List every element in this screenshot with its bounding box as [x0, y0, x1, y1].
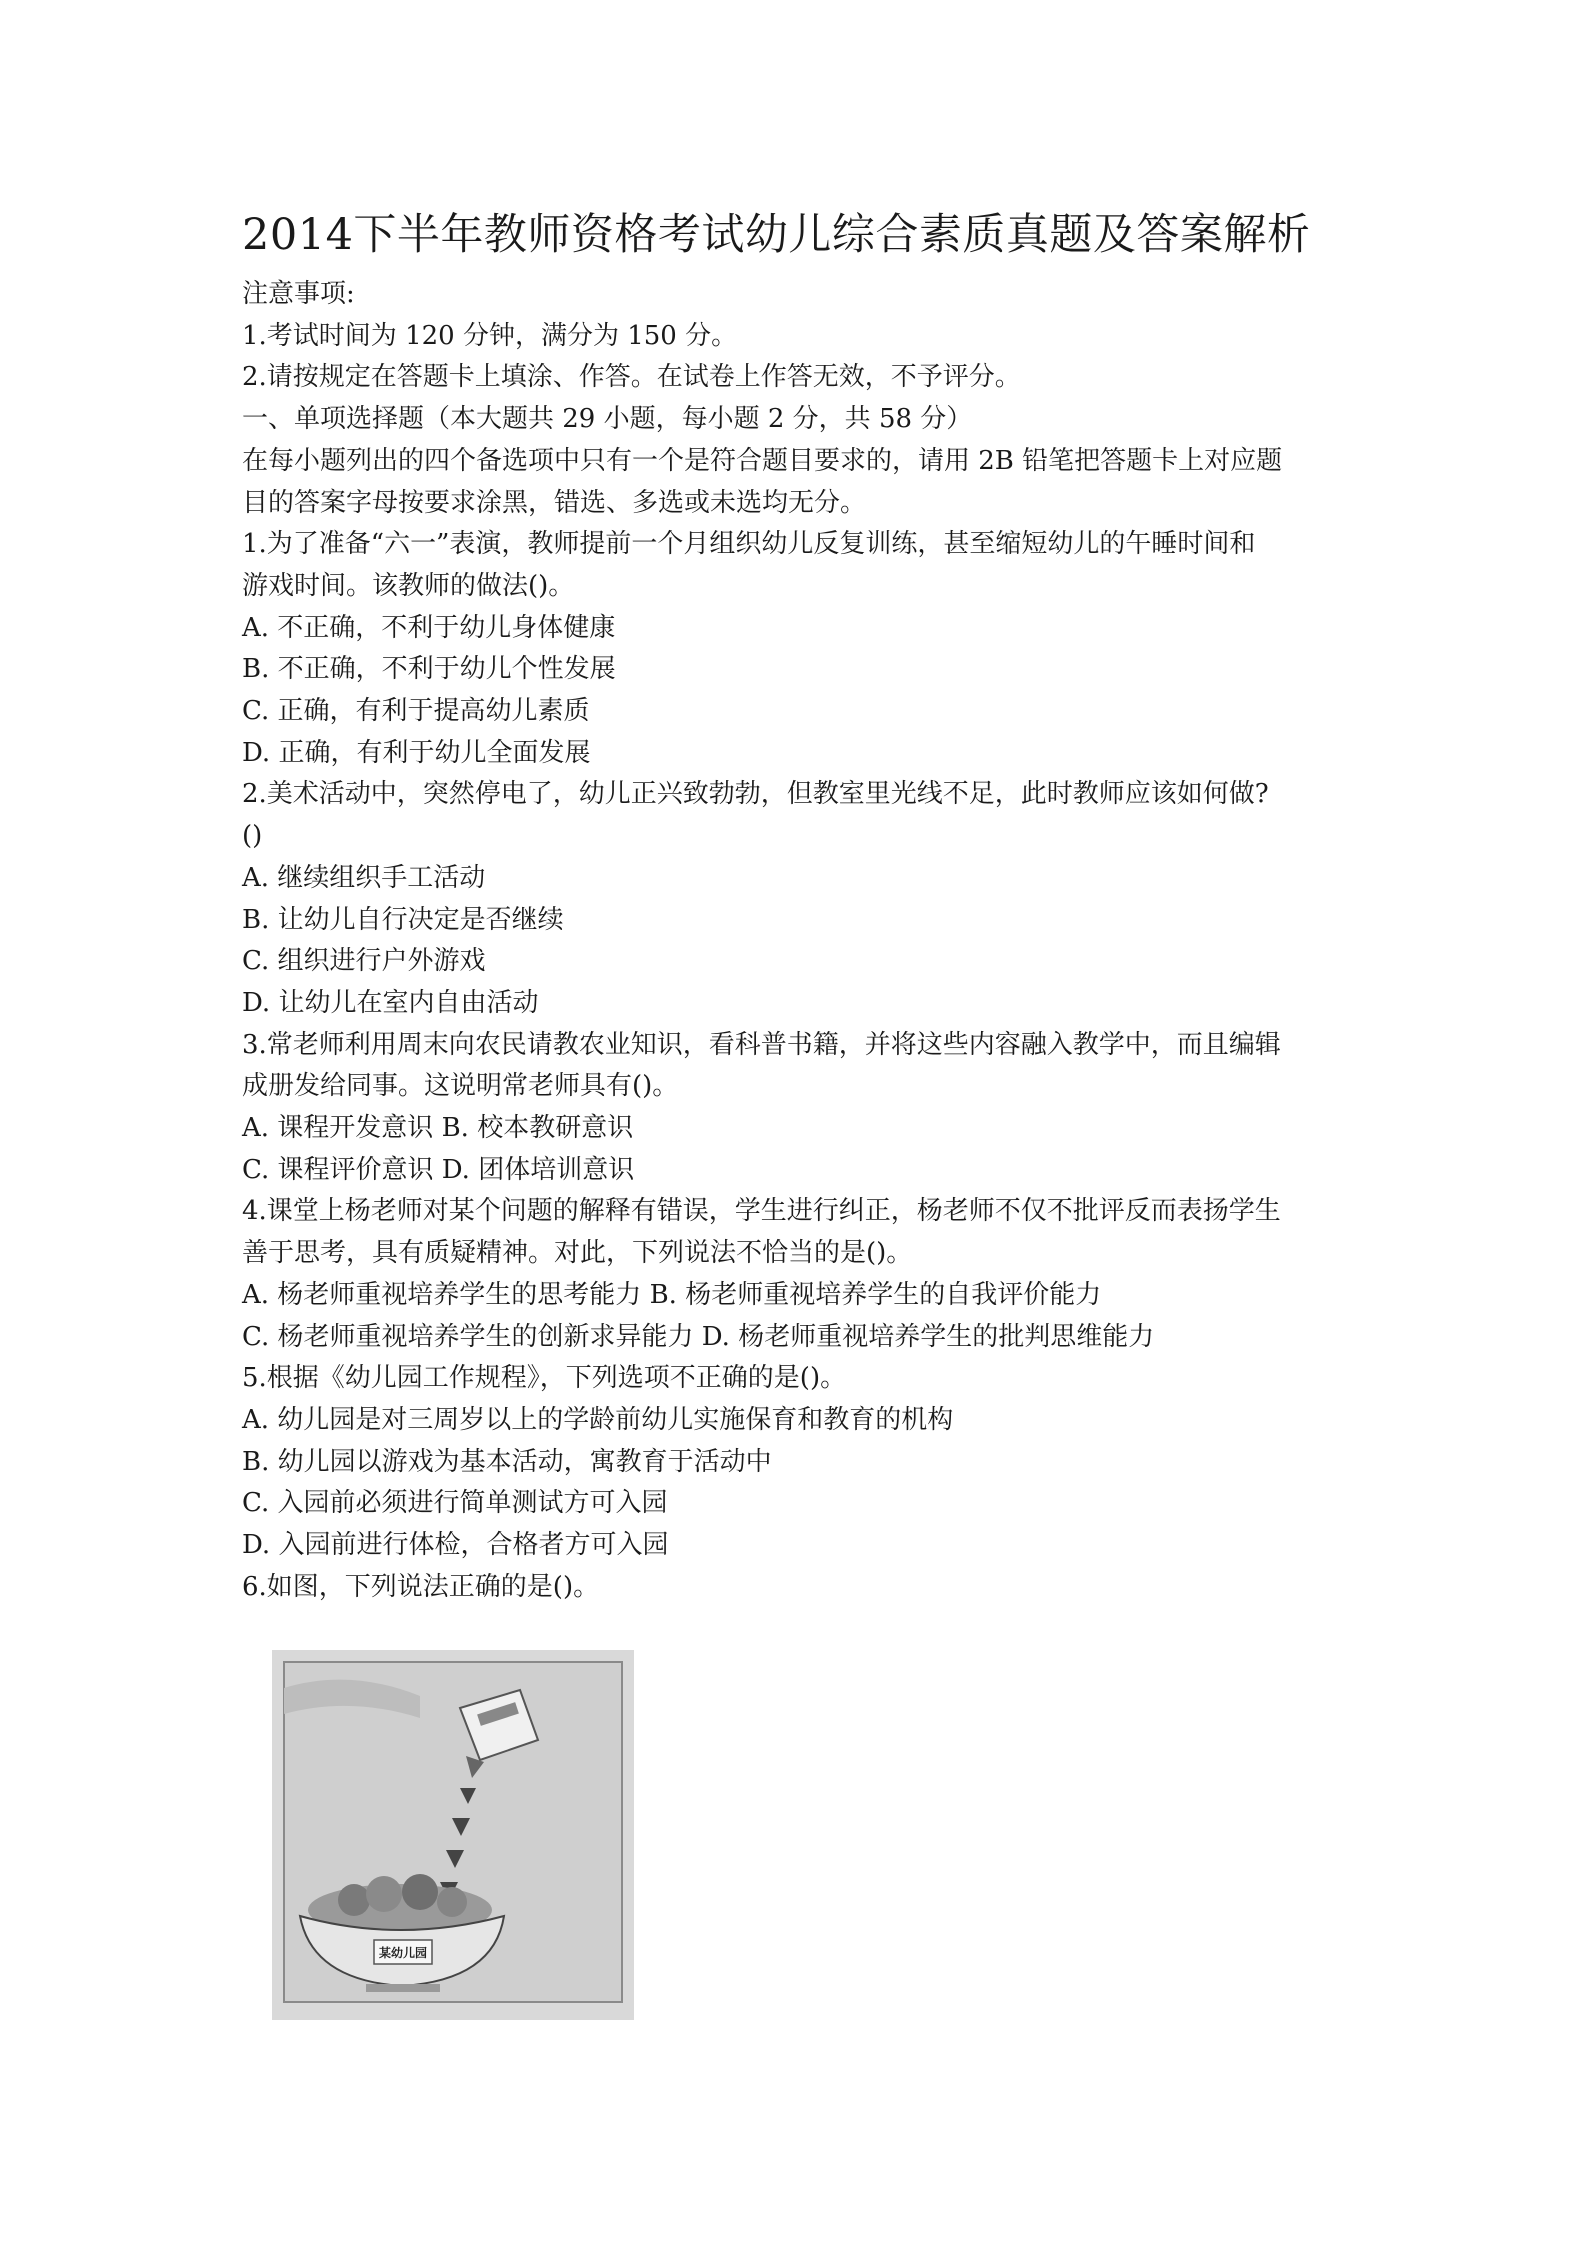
document-line: 3.常老师利用周末向农民请教农业知识，看科普书籍，并将这些内容融入教学中，而且编辑 [242, 1029, 1281, 1060]
document-line: 4.课堂上杨老师对某个问题的解释有错误，学生进行纠正，杨老师不仅不批评反而表扬学生 [242, 1196, 1281, 1227]
document-line: A. 继续组织手工活动 [242, 862, 486, 893]
document-line: 善于思考，具有质疑精神。对此，下列说法不恰当的是()。 [242, 1238, 913, 1269]
document-body [242, 274, 1362, 1609]
document-line: C. 杨老师重视培养学生的创新求异能力 D. 杨老师重视培养学生的批判思维能力 [242, 1321, 1155, 1352]
bowl-label: 某幼儿园 [378, 1946, 428, 1960]
document-line: D. 让幼儿在室内自由活动 [242, 987, 539, 1018]
document-line: B. 不正确，不利于幼儿个性发展 [242, 654, 616, 685]
document-line: 2.请按规定在答题卡上填涂、作答。在试卷上作答无效，不予评分。 [242, 362, 1021, 393]
document-title: 2014下半年教师资格考试幼儿综合素质真题及答案解析 [242, 210, 1311, 260]
question-6-figure [270, 1648, 636, 2022]
document-page [242, 200, 1362, 1609]
document-line: 一、单项选择题（本大题共 29 小题，每小题 2 分，共 58 分） [242, 404, 973, 435]
document-line: 游戏时间。该教师的做法()。 [242, 570, 575, 601]
document-line: A. 杨老师重视培养学生的思考能力 B. 杨老师重视培养学生的自我评价能力 [242, 1279, 1102, 1310]
document-line: A. 幼儿园是对三周岁以上的学龄前幼儿实施保育和教育的机构 [242, 1404, 954, 1435]
document-line: 注意事项: [242, 279, 355, 309]
document-line: C. 入园前必须进行简单测试方可入园 [242, 1488, 668, 1519]
document-line: B. 幼儿园以游戏为基本活动，寓教育于活动中 [242, 1446, 772, 1477]
document-line: 目的答案字母按要求涂黑，错选、多选或未选均无分。 [242, 487, 867, 518]
document-line: 成册发给同事。这说明常老师具有()。 [242, 1071, 679, 1102]
document-line: A. 不正确，不利于幼儿身体健康 [242, 612, 616, 643]
document-line: B. 让幼儿自行决定是否继续 [242, 904, 564, 935]
document-line: 2.美术活动中，突然停电了，幼儿正兴致勃勃，但教室里光线不足，此时教师应该如何做? [242, 779, 1269, 810]
document-line: C. 组织进行户外游戏 [242, 946, 486, 977]
document-line: 1.为了准备“六一”表演，教师提前一个月组织幼儿反复训练，甚至缩短幼儿的午睡时间和 [242, 529, 1256, 560]
document-line: A. 课程开发意识 B. 校本教研意识 [242, 1113, 634, 1144]
document-line: () [242, 821, 263, 852]
document-line: C. 正确，有利于提高幼儿素质 [242, 696, 590, 727]
document-line: 5.根据《幼儿园工作规程》，下列选项不正确的是()。 [242, 1363, 847, 1394]
document-line: D. 正确，有利于幼儿全面发展 [242, 737, 591, 768]
document-line: D. 入园前进行体检，合格者方可入园 [242, 1530, 669, 1561]
document-line: C. 课程评价意识 D. 团体培训意识 [242, 1154, 635, 1185]
document-line: 在每小题列出的四个备选项中只有一个是符合题目要求的，请用 2B 铅笔把答题卡上对应题 [242, 445, 1283, 476]
document-line: 6.如图，下列说法正确的是()。 [242, 1571, 600, 1602]
document-line: 1.考试时间为 120 分钟，满分为 150 分。 [242, 320, 738, 351]
